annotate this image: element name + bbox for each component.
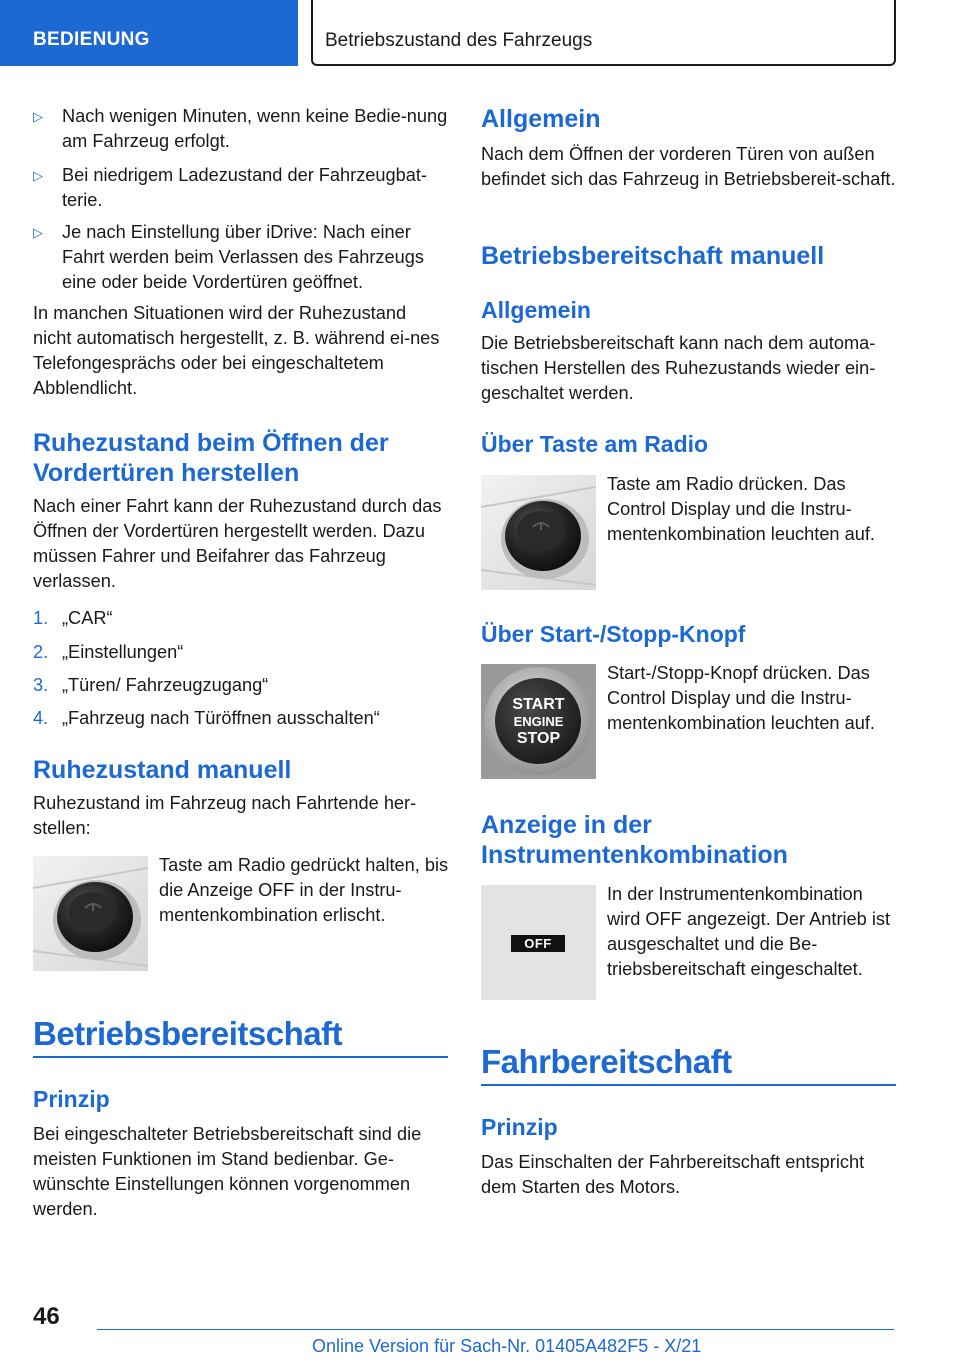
step-text: „CAR“: [62, 608, 113, 628]
start-label: START: [512, 696, 565, 713]
triangle-bullet-icon: ▷: [33, 109, 43, 124]
bullet-text: Nach wenigen Minuten, wenn keine Bedie-nung am Fahrzeug erfolgt.: [62, 106, 448, 151]
stop-label: STOP: [516, 730, 561, 747]
heading-allgemein-2: Allgemein: [481, 297, 591, 323]
paragraph-prinzip: Bei eingeschalteter Betriebsbereitschaft sind die meisten Funktionen im Stand bedienbar. Ge-wünschte Einstellungen können vorgenommen werden.: [33, 1124, 422, 1219]
radio-knob-image: [33, 856, 148, 971]
footer-rule: [97, 1329, 894, 1330]
bullet-text: Je nach Einstellung über iDrive: Nach einer Fahrt werden beim Verlassen des Fahrzeugs eine oder beide Vordertüren geöffnet.: [62, 222, 424, 292]
header-section-label: BEDIENUNG: [33, 29, 150, 50]
step-number: 4.: [33, 708, 49, 728]
triangle-bullet-icon: ▷: [33, 225, 43, 240]
heading-rule: [33, 1056, 448, 1058]
page-number: 46: [33, 1303, 60, 1330]
step-text: „Einstellungen“: [62, 642, 184, 662]
step-number: 3.: [33, 675, 49, 695]
paragraph-taste-halten: Taste am Radio gedrückt halten, bis die Anzeige OFF in der Instru-mentenkombination erlischt.: [159, 855, 449, 925]
paragraph-ruhezustand-tueren: Nach einer Fahrt kann der Ruhezustand durch das Öffnen der Vordertüren hergestellt werden. Dazu müssen Fahrer und Beifahrer das Fahrzeug verlassen.: [33, 496, 442, 591]
heading-betriebsbereitschaft: Betriebsbereitschaft: [33, 1015, 343, 1052]
heading-prinzip-right: Prinzip: [481, 1114, 558, 1140]
step-number: 2.: [33, 642, 49, 662]
heading-ruhezustand-manuell: Ruhezustand manuell: [33, 756, 292, 784]
radio-knob-image: [481, 475, 596, 590]
paragraph-anzeige: In der Instrumentenkombination wird OFF angezeigt. Der Antrieb ist ausgeschaltet und die Be-triebsbereitschaft eingeschaltet.: [607, 884, 891, 979]
off-display-image: [481, 885, 596, 1000]
heading-anzeige: Anzeige in der Instrumentenkombination: [481, 811, 788, 869]
step-text: „Türen/ Fahrzeugzugang“: [62, 675, 269, 695]
step-text: „Fahrzeug nach Türöffnen ausschalten“: [62, 708, 380, 728]
paragraph-prinzip-right: Das Einschalten der Fahrbereitschaft entspricht dem Starten des Motors.: [481, 1152, 865, 1197]
paragraph-situations: In manchen Situationen wird der Ruhezustand nicht automatisch hergestellt, z. B. während ei-nes Telefongesprächs oder bei eingeschaltetem Abblendlicht.: [33, 303, 440, 398]
heading-prinzip: Prinzip: [33, 1086, 110, 1112]
paragraph-allgemein-2: Die Betriebsbereitschaft kann nach dem automa-tischen Herstellen des Ruhezustands wieder ein-geschaltet werden.: [481, 333, 876, 403]
off-indicator: OFF: [511, 935, 565, 952]
heading-ruhezustand-tueren: Ruhezustand beim Öffnen der Vordertüren herstellen: [33, 429, 389, 487]
paragraph-ruhezustand-manuell: Ruhezustand im Fahrzeug nach Fahrtende her-stellen:: [33, 793, 417, 838]
triangle-bullet-icon: ▷: [33, 168, 43, 183]
paragraph-allgemein: Nach dem Öffnen der vorderen Türen von außen befindet sich das Fahrzeug in Betriebsbereit-schaft.: [481, 144, 896, 189]
bullet-text: Bei niedrigem Ladezustand der Fahrzeugbat-terie.: [62, 165, 427, 210]
heading-betriebsbereitschaft-manuell: Betriebsbereitschaft manuell: [481, 242, 825, 270]
heading-start-stopp: Über Start-/Stopp-Knopf: [481, 621, 746, 647]
footer-text: Online Version für Sach-Nr. 01405A482F5 - X/21: [312, 1336, 702, 1356]
engine-label: ENGINE: [513, 714, 564, 729]
paragraph-taste-radio: Taste am Radio drücken. Das Control Display und die Instru-mentenkombination leuchten auf.: [607, 474, 875, 544]
heading-taste-radio: Über Taste am Radio: [481, 431, 709, 457]
heading-fahrbereitschaft: Fahrbereitschaft: [481, 1043, 732, 1080]
header-title: Betriebszustand des Fahrzeugs: [325, 30, 593, 51]
step-number: 1.: [33, 608, 49, 628]
heading-rule: [481, 1084, 896, 1086]
paragraph-start-stopp: Start-/Stopp-Knopf drücken. Das Control Display und die Instru-mentenkombination leuchten auf.: [607, 663, 875, 733]
heading-allgemein: Allgemein: [481, 105, 601, 133]
start-stop-button-image: [481, 664, 596, 779]
